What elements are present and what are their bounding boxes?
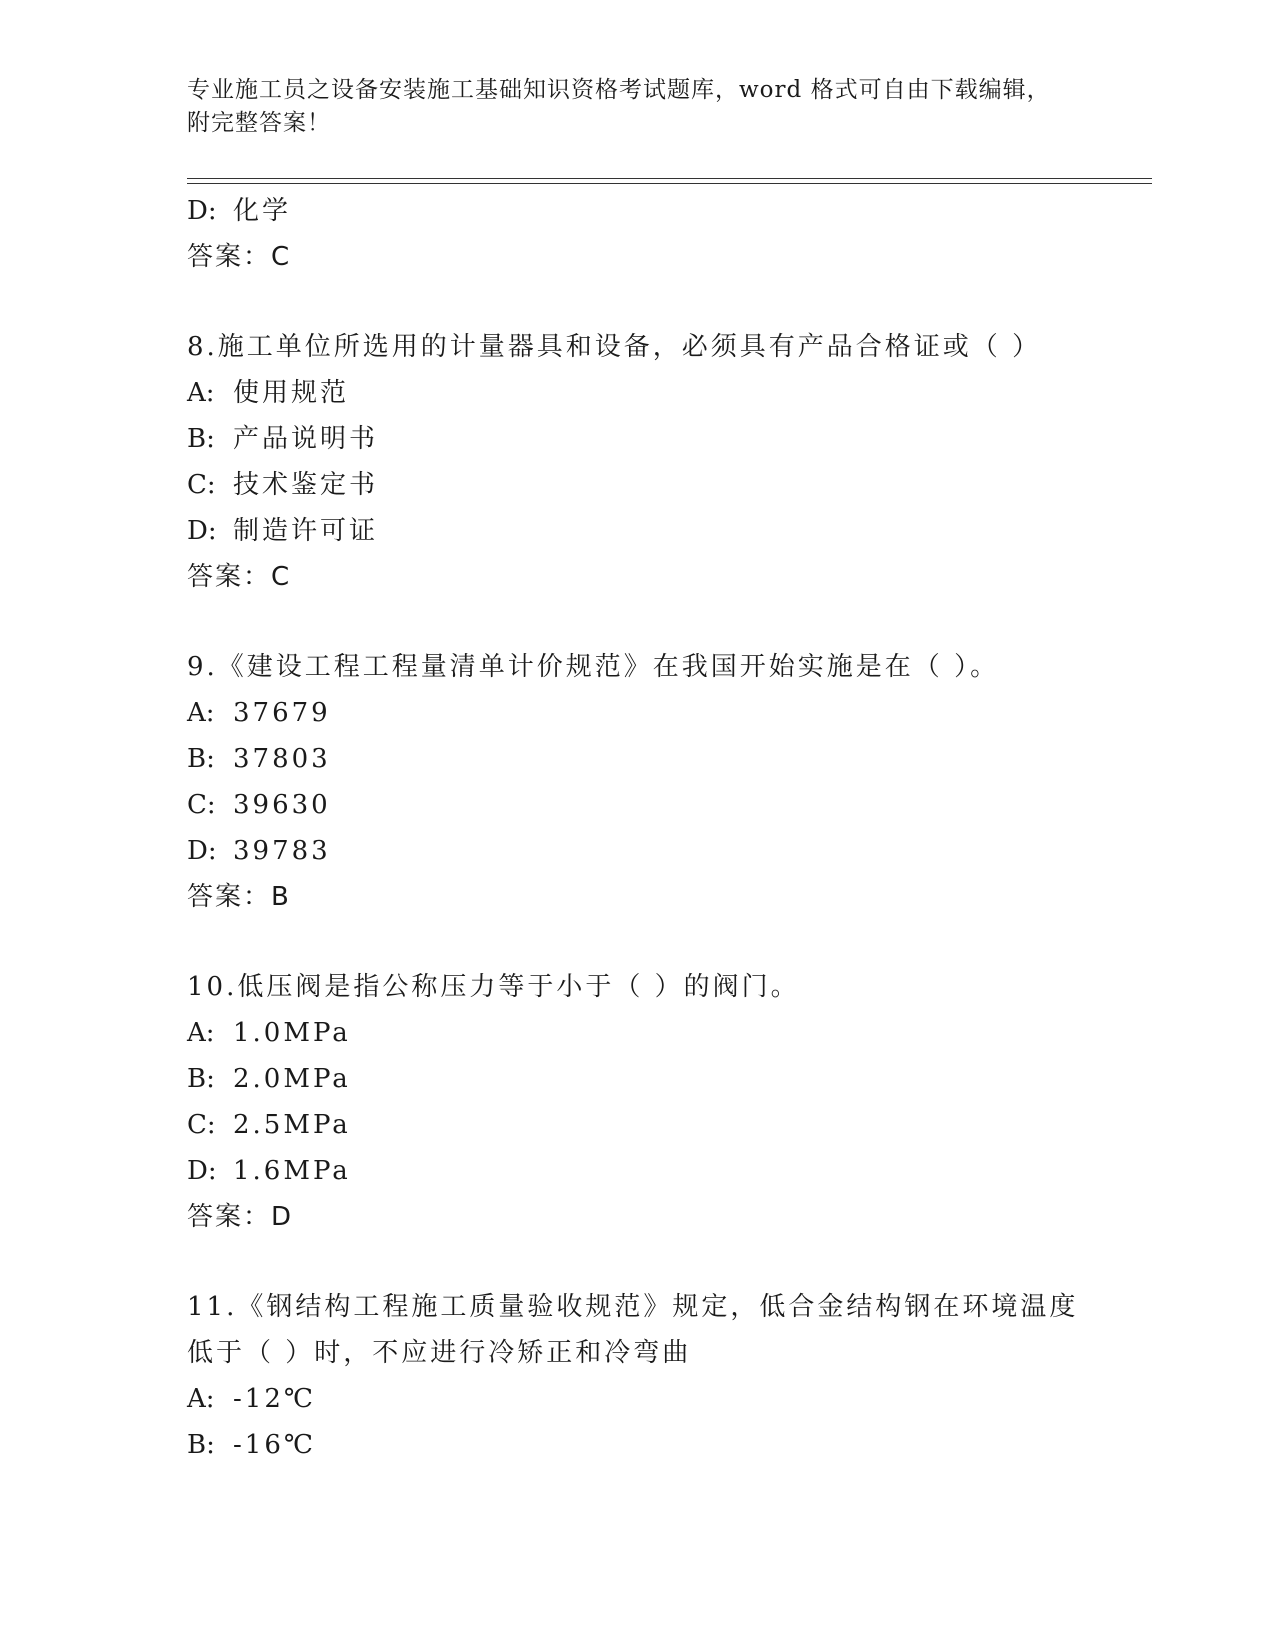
option-text: 37679	[233, 698, 331, 728]
question-11	[187, 1284, 1152, 1468]
option-key: C:	[187, 470, 216, 500]
header-divider-bottom	[187, 183, 1152, 184]
option-d	[187, 828, 1152, 874]
answer-value: C	[271, 562, 291, 592]
option-text: 技术鉴定书	[233, 470, 379, 500]
option-a	[187, 370, 1152, 416]
question-text: 9.《建设工程工程量清单计价规范》在我国开始实施是在（ ）。	[187, 652, 1000, 682]
option-text: -16℃	[233, 1430, 316, 1460]
question-8	[187, 324, 1152, 600]
option-c	[187, 462, 1152, 508]
answer-line	[187, 874, 1152, 920]
header-line-1: 专业施工员之设备安装施工基础知识资格考试题库，word 格式可自由下载编辑，	[187, 77, 1051, 103]
option-key: C:	[187, 790, 216, 820]
spacer	[187, 1240, 1152, 1284]
option-text: 37803	[233, 744, 331, 774]
option-a	[187, 1376, 1152, 1422]
question-text: 8.施工单位所选用的计量器具和设备，必须具有产品合格证或（ ）	[187, 332, 1042, 362]
option-text: 2.0MPa	[233, 1064, 351, 1094]
option-key: A:	[187, 1018, 215, 1048]
option-key: B:	[187, 744, 215, 774]
option-text: 1.6MPa	[233, 1156, 351, 1186]
option-text: 产品说明书	[233, 424, 379, 454]
option-a	[187, 690, 1152, 736]
answer-label: 答案：	[187, 882, 272, 912]
option-key: A:	[187, 698, 215, 728]
option-key: B:	[187, 1064, 215, 1094]
option-text: -12℃	[233, 1384, 316, 1414]
option-text: 39783	[233, 836, 331, 866]
answer-label: 答案：	[187, 242, 272, 272]
option-key: B:	[187, 1430, 215, 1460]
answer-line	[187, 234, 1152, 280]
option-key: D:	[187, 836, 217, 866]
question-text-line-2: 低于（ ）时，不应进行冷矫正和冷弯曲	[187, 1338, 692, 1368]
question-10	[187, 964, 1152, 1240]
option-b	[187, 736, 1152, 782]
spacer	[187, 920, 1152, 964]
option-key: B:	[187, 424, 215, 454]
option-b	[187, 416, 1152, 462]
option-text: 制造许可证	[233, 516, 379, 546]
spacer	[187, 600, 1152, 644]
header-divider-top	[187, 178, 1152, 179]
option-key: D:	[187, 196, 217, 226]
option-text: 39630	[233, 790, 331, 820]
option-key: D:	[187, 1156, 217, 1186]
document-header	[187, 74, 1087, 140]
answer-value: C	[271, 242, 291, 272]
option-d	[187, 508, 1152, 554]
answer-label: 答案：	[187, 562, 272, 592]
option-key: D:	[187, 516, 217, 546]
option-key: A:	[187, 1384, 215, 1414]
header-line-2: 附完整答案！	[187, 110, 331, 136]
option-key: C:	[187, 1110, 216, 1140]
answer-line	[187, 1194, 1152, 1240]
option-text: 使用规范	[233, 378, 350, 408]
spacer	[187, 280, 1152, 324]
option-key: A:	[187, 378, 215, 408]
answer-value: B	[271, 882, 290, 912]
question-content	[187, 188, 1152, 1468]
option-b	[187, 1422, 1152, 1468]
option-text: 2.5MPa	[233, 1110, 351, 1140]
previous-question-tail	[187, 188, 1152, 280]
question-text-line-1: 11.《钢结构工程施工质量验收规范》规定，低合金结构钢在环境温度	[187, 1292, 1079, 1322]
question-text: 10.低压阀是指公称压力等于小于（ ）的阀门。	[187, 972, 800, 1002]
option-b	[187, 1056, 1152, 1102]
answer-value: D	[271, 1202, 293, 1232]
option-text: 化学	[233, 196, 292, 226]
option-text: 1.0MPa	[233, 1018, 351, 1048]
option-a	[187, 1010, 1152, 1056]
option-c	[187, 782, 1152, 828]
option-d	[187, 188, 1152, 234]
answer-line	[187, 554, 1152, 600]
option-d	[187, 1148, 1152, 1194]
option-c	[187, 1102, 1152, 1148]
answer-label: 答案：	[187, 1202, 272, 1232]
question-9	[187, 644, 1152, 920]
